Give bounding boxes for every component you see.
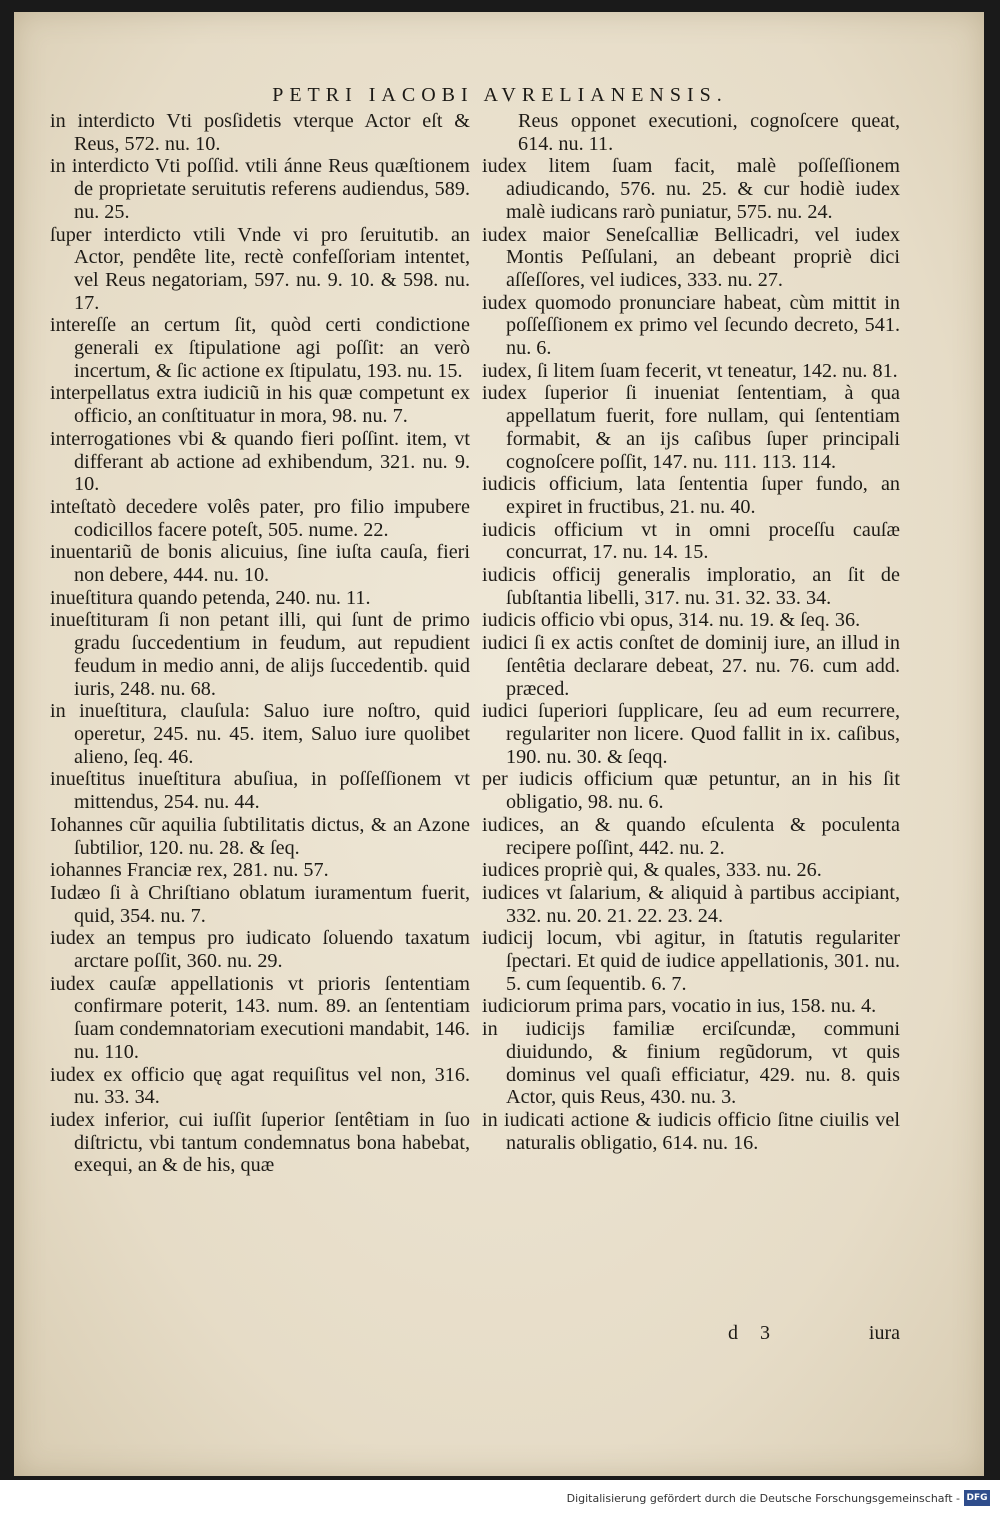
index-entry: iohannes Franciæ rex, 281. nu. 57. [50, 859, 329, 882]
index-entry: inueſtitura quando petenda, 240. nu. 11. [50, 586, 371, 609]
index-entry: iudicis officij generalis imploratio, an ſit de ſubſtantia libelli, 317. nu. 31. 32. 33. 34. [482, 564, 900, 609]
index-entry: iudicis officium, lata ſententia ſuper fundo, an expiret in fructibus, 21. nu. 40. [482, 473, 900, 518]
index-entry: in interdicto Vti poſſid. vtili ánne Reus quæſtionem de proprietate seruitutis referens audiendus, 589. nu. 25. [50, 155, 470, 223]
right-column [482, 110, 900, 1154]
index-entry: iudex an tempus pro iudicato ſoluendo taxatum arctare poſſit, 360. nu. 29. [50, 927, 470, 973]
signature-number: 3 [760, 1322, 770, 1344]
index-entry: iudex, ſi litem ſuam fecerit, vt teneatur, 142. nu. 81. [482, 359, 898, 382]
running-title: PETRI IACOBI AVRELIANENSIS. [272, 84, 728, 106]
index-entry: iudex ſuperior ſi inueniat ſententiam, à qua appellatum fuerit, fore nullam, qui ſententiam formabit, & an ijs caſibus ſuper principali cognoſcere poſſit, 147. nu. 111. 113. 114. [482, 382, 900, 473]
index-entry: iudicij locum, vbi agitur, in ſtatutis regulariter ſpectari. Et quid de iudice appellationis, 301. nu. 5. cum ſequentib. 6. 7. [482, 927, 900, 995]
dfg-logo[interactable]: DFG [964, 1490, 990, 1506]
index-entry: iudici ſuperiori ſupplicare, ſeu ad eum recurrere, regulariter non licere. Quod fallit in ix. caſibus, 190. nu. 30. & ſeqq. [482, 700, 900, 768]
catchword: iura [868, 1322, 900, 1344]
signature-mark: d [728, 1322, 738, 1344]
index-entry: per iudicis officium quæ petuntur, an in his ſit obligatio, 98. nu. 6. [482, 768, 900, 814]
index-entry: inuentariũ de bonis alicuius, ſine iuſta cauſa, fieri non debere, 444. nu. 10. [50, 541, 470, 587]
index-entry: in iudicati actione & iudicis officio ſitne ciuilis vel naturalis obligatio, 614. nu. 16. [482, 1108, 900, 1154]
index-entry: iudices propriè qui, & quales, 333. nu. 26. [482, 859, 822, 882]
index-entry: in interdicto Vti posſidetis vterque Actor eſt & Reus, 572. nu. 10. [50, 110, 470, 155]
index-entry: Iohannes cũr aquilia ſubtilitatis dictus, & an Azone ſubtilior, 120. nu. 28. & ſeq. [50, 813, 470, 859]
index-entry: iudex maior Seneſcalliæ Bellicadri, vel iudex Montis Peſſulani, an debeant propriè dici aſſeſſores, vel iudices, 333. nu. 27. [482, 223, 900, 291]
index-entry: iudices, an & quando eſculenta & poculenta recipere poſſint, 442. nu. 2. [482, 813, 900, 859]
index-entry: inueſtituram ſi non petant illi, qui ſunt de primo gradu ſuccedentium in feudum, aut repudient feudum in medio anni, de alijs ſuccedentib. quid iuris, 248. nu. 68. [50, 609, 470, 700]
index-entry: iudex quomodo pronunciare habeat, cùm mittit in poſſeſſionem ex primo vel ſecundo decreto, 541. nu. 6. [482, 291, 900, 360]
index-entry: iudex ex officio quę agat requiſitus vel non, 316. nu. 33. 34. [50, 1063, 470, 1109]
index-entry: iudicis officio vbi opus, 314. nu. 19. & ſeq. 36. [482, 609, 861, 632]
left-column [50, 110, 470, 1177]
index-entry: iudex inferior, cui iuſſit ſuperior ſentêtiam in ſuo diſtrictu, vbi tantum condemnatus bona habebat, exequi, an & de his, quæ [50, 1108, 470, 1177]
index-entry: iudici ſi ex actis conſtet de dominij iure, an illud in ſentêtia declarare debeat, 27. nu. 76. cum add. præced. [482, 632, 900, 700]
index-entry: Iudæo ſi à Chriſtiano oblatum iuramentum fuerit, quid, 354. nu. 7. [50, 881, 470, 927]
page-footer [700, 1322, 900, 1346]
index-entry: iudiciorum prima pars, vocatio in ius, 158. nu. 4. [482, 995, 877, 1018]
index-entry: inteſtatò decedere volês pater, pro filio impubere codicillos facere poteſt, 505. nume. 22. [50, 495, 470, 541]
index-entry: iudex litem ſuam facit, malè poſſeſſionem adiudicando, 576. nu. 25. & cur hodiè iudex malè iudicans rarò puniatur, 575. nu. 24. [482, 155, 900, 223]
index-entry: iudices vt ſalarium, & aliquid à partibus accipiant, 332. nu. 20. 21. 22. 23. 24. [482, 881, 900, 927]
index-entry: iudicis officium vt in omni proceſſu cauſæ concurrat, 17. nu. 14. 15. [482, 518, 900, 564]
index-entry: in inueſtitura, clauſula: Saluo iure noſtro, quid operetur, 245. nu. 45. item, Saluo iure quolibet alieno, ſeq. 46. [50, 700, 470, 768]
credit-bar [0, 1480, 1000, 1522]
index-entry: intereſſe an certum ſit, quòd certi condictione generali ex ſtipulatione agi poſſit: an verò incertum, & ſic actione ex ſtipulatu, 193. nu. 15. [50, 314, 470, 382]
index-entry: interpellatus extra iudiciũ in his quæ competunt ex officio, an conſtituatur in mora, 98. nu. 7. [50, 382, 470, 428]
funding-credit: Digitalisierung gefördert durch die Deutsche Forschungsgemeinschaft - [566, 1492, 960, 1505]
index-entry: interrogationes vbi & quando fieri poſſint. item, vt differant ab actione ad exhibendum, 321. nu. 9. 10. [50, 427, 470, 496]
continuation-entry: Reus opponet executioni, cognoſcere queat, 614. nu. 11. [518, 110, 900, 155]
index-entry: iudex cauſæ appellationis vt prioris ſententiam confirmare poterit, 143. num. 89. an ſententiam ſuam condemnatoriam executioni mandabit, 146. nu. 110. [50, 972, 470, 1063]
index-entry: inueſtitus inueſtitura abuſiua, in poſſeſſionem vt mittendus, 254. nu. 44. [50, 768, 470, 814]
index-entry: in iudicijs familiæ erciſcundæ, communi diuidundo, & finium regũdorum, vt quis dominus vel quaſi efficiatur, 429. nu. 8. quis Actor, quis Reus, 430. nu. 3. [482, 1018, 900, 1109]
index-entry: ſuper interdicto vtili Vnde vi pro ſeruitutib. an Actor, pendête lite, rectè confeſſoriam intentet, vel Reus negatoriam, 597. nu. 9. 10. & 598. nu. 17. [50, 223, 470, 314]
